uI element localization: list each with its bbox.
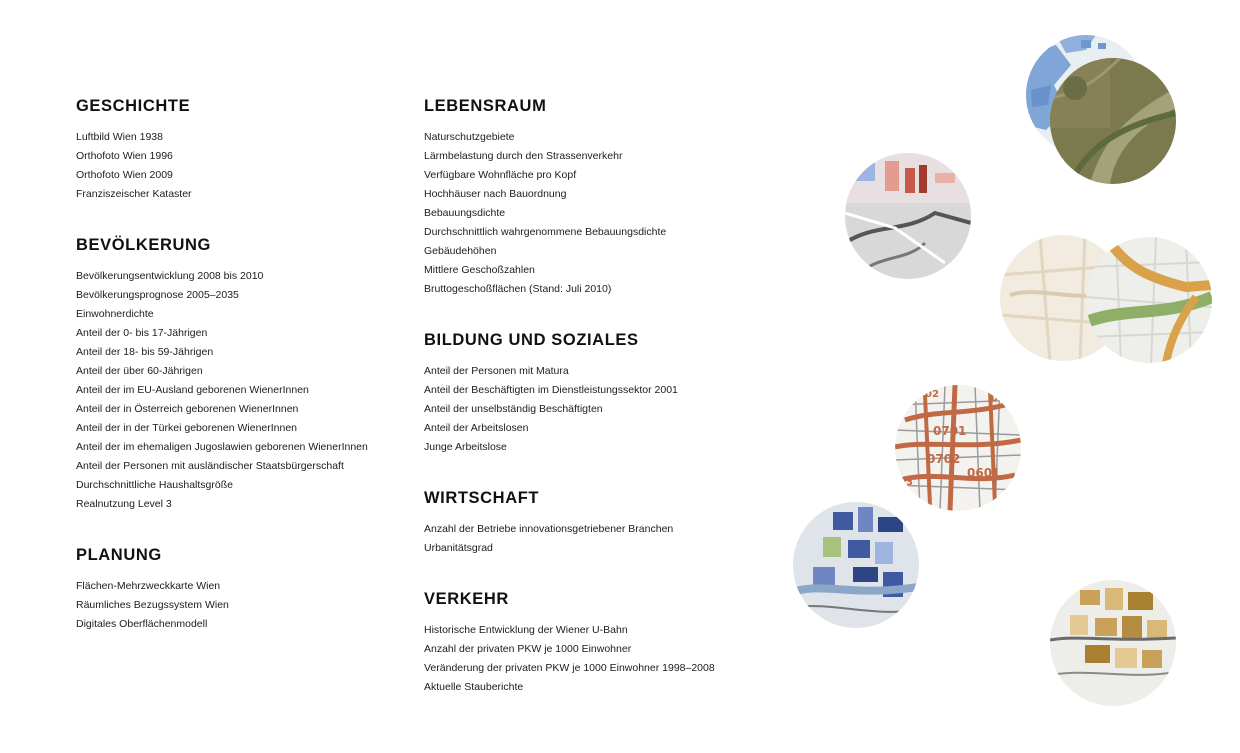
layer-item[interactable]: Durchschnittliche Haushaltsgröße	[76, 479, 233, 491]
layer-item[interactable]: Anzahl der privaten PKW je 1000 Einwohner	[424, 643, 632, 655]
layer-item[interactable]: Anteil der Beschäftigten im Dienstleistungssektor 2001	[424, 384, 678, 396]
map-thumbnail-orthophoto[interactable]	[1050, 58, 1176, 184]
layer-item[interactable]: Anteil der Personen mit Matura	[424, 365, 569, 377]
layer-item[interactable]: Einwohnerdichte	[76, 308, 154, 320]
layer-item[interactable]: Gebäudehöhen	[424, 245, 497, 257]
layer-item[interactable]: Durchschnittlich wahrgenommene Bebauungsdichte	[424, 226, 667, 238]
layer-list	[76, 128, 406, 204]
layer-item[interactable]: Hochhäuser nach Bauordnung	[424, 188, 567, 200]
layer-item[interactable]: Flächen-Mehrzweckkarte Wien	[76, 580, 221, 592]
layer-item[interactable]: Aktuelle Stauberichte	[424, 681, 524, 693]
layer-item[interactable]: Bebauungsdichte	[424, 207, 506, 219]
layer-item[interactable]: Anteil der in der Türkei geborenen WienerInnen	[76, 422, 298, 434]
layer-item[interactable]: Orthofoto Wien 1996	[76, 150, 173, 162]
layer-item[interactable]: Anteil der über 60-Jährigen	[76, 365, 203, 377]
district-label: 01	[991, 393, 1005, 404]
section-lebensraum	[424, 96, 784, 299]
section-heading: BILDUNG UND SOZIALES	[424, 331, 639, 349]
layer-item[interactable]: Urbanitätsgrad	[424, 542, 493, 554]
middle-column	[424, 96, 784, 728]
layer-item[interactable]: Franziszeischer Kataster	[76, 188, 192, 200]
district-label: 0702	[927, 452, 961, 466]
section-bevoelkerung	[76, 235, 406, 514]
layer-item[interactable]: Lärmbelastung durch den Strassenverkehr	[424, 150, 623, 162]
district-label: 0601	[967, 466, 1001, 480]
layer-item[interactable]: Räumliches Bezugssystem Wien	[76, 599, 229, 611]
layer-list	[424, 520, 784, 558]
layer-item[interactable]: Luftbild Wien 1938	[76, 131, 163, 143]
layer-item[interactable]: Bruttogeschoßflächen (Stand: Juli 2010)	[424, 283, 612, 295]
layer-item[interactable]: Anteil der in Österreich geborenen WienerInnen	[76, 403, 299, 415]
district-label: 02	[925, 389, 939, 400]
layer-item[interactable]: Anteil der Arbeitslosen	[424, 422, 529, 434]
layer-list	[76, 577, 406, 634]
section-heading: WIRTSCHAFT	[424, 489, 540, 507]
layer-item[interactable]: Mittlere Geschoßzahlen	[424, 264, 535, 276]
section-wirtschaft	[424, 488, 784, 558]
map-thumbnail-density[interactable]	[793, 502, 919, 628]
layer-item[interactable]: Anteil der unselbständig Beschäftigten	[424, 403, 603, 415]
layer-item[interactable]: Verfügbare Wohnfläche pro Kopf	[424, 169, 577, 181]
layer-item[interactable]: Junge Arbeitslose	[424, 441, 507, 453]
layer-list	[424, 128, 784, 299]
section-heading: BEVÖLKERUNG	[76, 236, 211, 254]
layer-item[interactable]: Orthofoto Wien 2009	[76, 169, 173, 181]
layer-list	[424, 621, 784, 697]
layer-item[interactable]: Bevölkerungsprognose 2005–2035	[76, 289, 239, 301]
section-geschichte	[76, 96, 406, 204]
section-heading: VERKEHR	[424, 590, 509, 608]
section-bildung-und-soziales	[424, 330, 784, 457]
layer-item[interactable]: Anzahl der Betriebe innovationsgetriebener Branchen	[424, 523, 674, 535]
layer-item[interactable]: Naturschutzgebiete	[424, 131, 515, 143]
map-thumbnail-noise[interactable]	[845, 153, 971, 279]
left-column	[76, 96, 406, 665]
layer-item[interactable]: Anteil der im EU-Ausland geborenen WienerInnen	[76, 384, 309, 396]
layer-item[interactable]: Realnutzung Level 3	[76, 498, 172, 510]
section-verkehr	[424, 589, 784, 697]
section-heading: GESCHICHTE	[76, 97, 191, 115]
layer-item[interactable]: Bevölkerungsentwicklung 2008 bis 2010	[76, 270, 264, 282]
section-heading: LEBENSRAUM	[424, 97, 547, 115]
section-heading: PLANUNG	[76, 546, 162, 564]
layer-list	[424, 362, 784, 457]
layer-item[interactable]: Historische Entwicklung der Wiener U-Bahn	[424, 624, 628, 636]
layer-list	[76, 267, 406, 514]
map-thumbnail-districts[interactable]	[895, 385, 1021, 511]
district-label: 0701	[933, 424, 967, 438]
layer-item[interactable]: Anteil der Personen mit ausländischer Staatsbürgerschaft	[76, 460, 344, 472]
layer-item[interactable]: Veränderung der privaten PKW je 1000 Einwohner 1998–2008	[424, 662, 715, 674]
map-thumbnail-transit-routes[interactable]	[1086, 237, 1212, 363]
layer-item[interactable]: Anteil der 0- bis 17-Jährigen	[76, 327, 208, 339]
layer-item[interactable]: Anteil der 18- bis 59-Jährigen	[76, 346, 214, 358]
layer-item[interactable]: Anteil der im ehemaligen Jugoslawien geborenen WienerInnen	[76, 441, 368, 453]
section-planung	[76, 545, 406, 634]
layer-item[interactable]: Digitales Oberflächenmodell	[76, 618, 208, 630]
district-label: 03	[899, 477, 913, 488]
map-thumbnail-building-heights[interactable]	[1050, 580, 1176, 706]
